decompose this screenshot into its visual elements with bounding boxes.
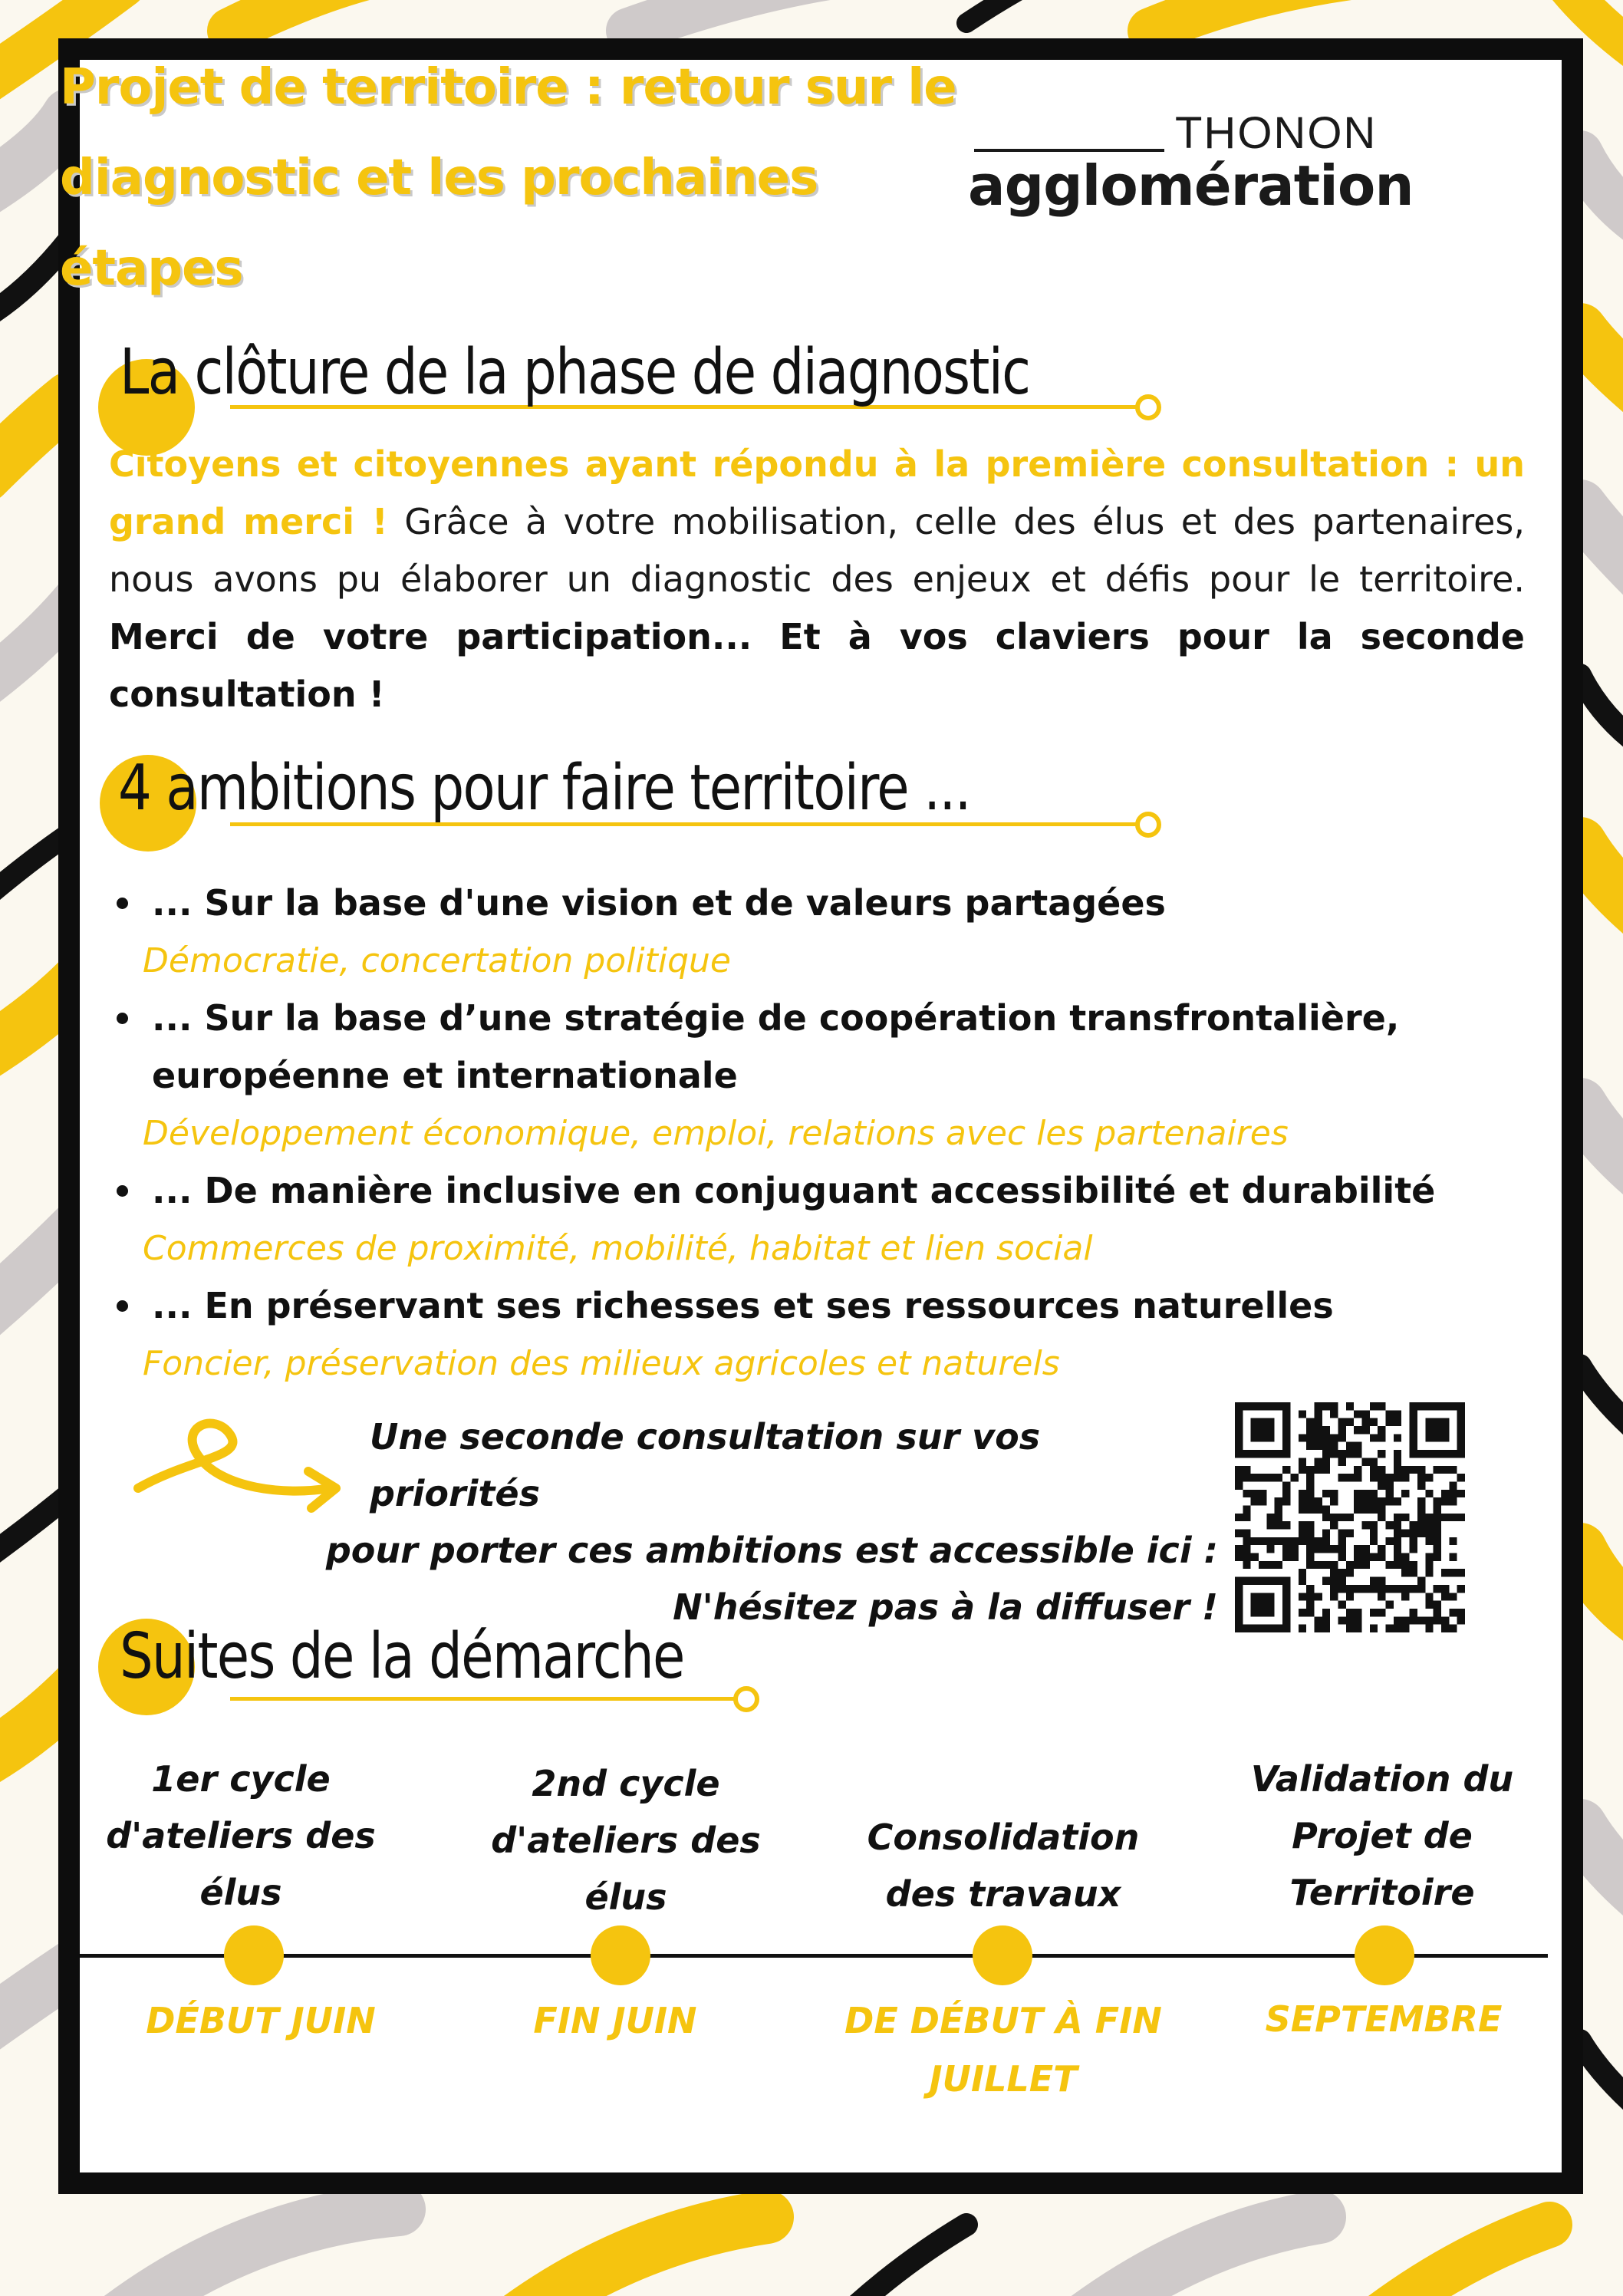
logo-main-text: agglomération [968, 153, 1414, 218]
list-item [109, 1277, 1536, 1392]
ambition-sub: Démocratie, concertation politique [143, 941, 731, 980]
timeline-dot [224, 1925, 284, 1985]
participation-closing: Merci de votre participation... Et à vos claviers pour la seconde consultation ! [109, 616, 1525, 715]
section-underline [230, 1697, 736, 1701]
logo-rule [974, 149, 1164, 152]
timeline-label: 2nd cycle d'ateliers des élus [491, 1763, 761, 1918]
thanks-highlight: Citoyens et citoyennes ayant répondu à la première consultation : un grand merci ! [109, 443, 1525, 542]
timeline-date: DÉBUT JUIN [146, 2000, 376, 2041]
ambition-label: ... Sur la base d’une stratégie de coopération transfrontalière, européenne et internationale [109, 990, 1536, 1105]
section-title-suites: Suites de la démarche [120, 1620, 684, 1693]
consultation-callout [322, 1408, 1218, 1636]
ambition-sub: Développement économique, emploi, relations avec les partenaires [143, 1114, 1289, 1153]
ambition-sub: Commerces de proximité, mobilité, habitat et lien social [143, 1229, 1093, 1268]
section-title-diagnostic: La clôture de la phase de diagnostic [120, 336, 1030, 409]
diagnostic-paragraph [109, 436, 1525, 723]
page-title: Projet de territoire : retour sur le diagnostic et les prochaines étapes [60, 59, 956, 297]
timeline-date: DE DÉBUT À FIN JUILLET [844, 2000, 1162, 2100]
list-item [109, 990, 1536, 1162]
section-ring [733, 1686, 759, 1712]
list-item [109, 1162, 1536, 1277]
diagnostic-body: Grâce à votre mobilisation, celle des élus et des partenaires, nous avons pu élaborer un diagnostic des enjeux et défis pour le territoire. [109, 501, 1525, 600]
timeline-label: Validation du Projet de Territoire [1250, 1758, 1514, 1913]
ambition-label: ... De manière inclusive en conjuguant accessibilité et durabilité [109, 1162, 1536, 1220]
logo-top-text: THONON [1175, 108, 1378, 158]
timeline-date: SEPTEMBRE [1265, 1998, 1503, 2040]
section-title-ambitions: 4 ambitions pour faire territoire ... [118, 752, 970, 825]
timeline-label: 1er cycle d'ateliers des élus [106, 1758, 376, 1913]
timeline-axis [80, 1954, 1548, 1958]
timeline-dot [973, 1925, 1032, 1985]
callout-line-1: Une seconde consultation sur vos priorités [370, 1416, 1041, 1514]
section-ring [1135, 394, 1161, 420]
callout-line-2: pour porter ces ambitions est accessible ici : [325, 1530, 1218, 1571]
list-item [109, 875, 1536, 990]
qr-code-icon[interactable] [1235, 1402, 1465, 1632]
ambitions-list [109, 875, 1536, 1392]
ambition-label: ... En préservant ses richesses et ses ressources naturelles [109, 1277, 1536, 1335]
timeline-label: Consolidation des travaux [867, 1817, 1140, 1915]
timeline-date: FIN JUIN [533, 2000, 697, 2041]
ambition-label: ... Sur la base d'une vision et de valeurs partagées [109, 875, 1536, 932]
ambition-sub: Foncier, préservation des milieux agricoles et naturels [143, 1344, 1060, 1383]
timeline-dot [1355, 1925, 1414, 1985]
timeline-dot [591, 1925, 650, 1985]
callout-line-3: N'hésitez pas à la diffuser ! [673, 1586, 1218, 1628]
section-ring [1135, 812, 1161, 838]
thonon-agglomeration-logo [951, 69, 1414, 245]
